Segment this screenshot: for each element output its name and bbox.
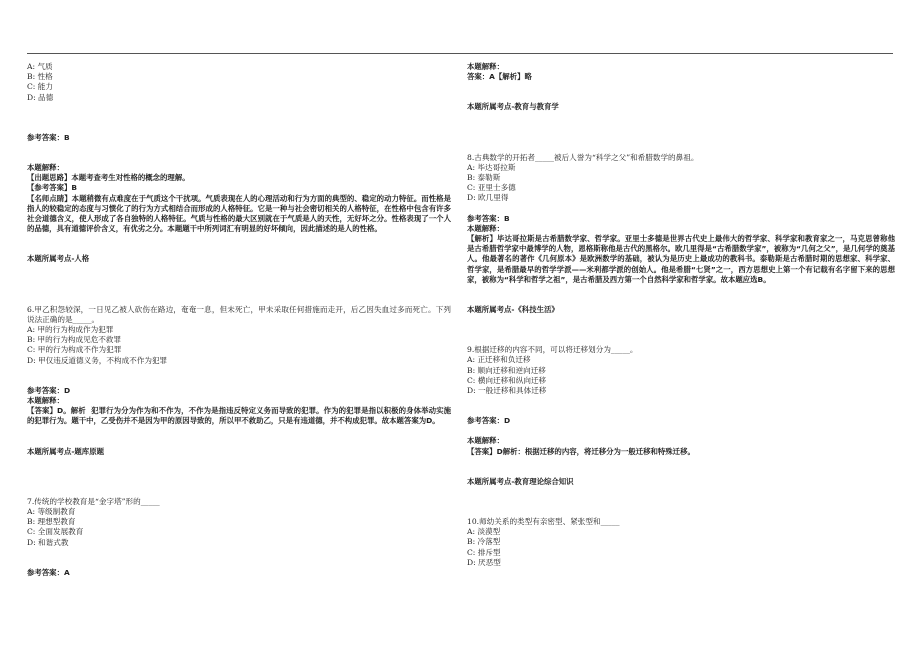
option-a: A: 正迁移和负迁移: [467, 355, 531, 365]
q9-category: 本题所属考点-教育理论综合知识: [467, 476, 574, 486]
q5-explain-answer: 【参考答案】B: [27, 183, 77, 193]
right-column: [467, 62, 895, 568]
option-a: A: 淡漠型: [467, 527, 501, 537]
left-column: [27, 62, 451, 578]
header-rule: [27, 53, 893, 54]
q6-explain: 【答案】D。解析 犯罪行为分为作为和不作为，不作为是指违反特定义务而导致的犯罪。作为的犯罪是指以积极的身体举动实施的犯罪行为。题干中，乙受伤并不是因为甲的原因导致的，所以甲不救助乙，只是有违道德，并不构成犯罪。故本题答案为D。: [27, 406, 451, 426]
q5-answer: 参考答案：B: [27, 132, 70, 142]
option-c: C: 甲的行为构成不作为犯罪: [27, 345, 122, 355]
option-c: C: 横向迁移和纵向迁移: [467, 375, 547, 385]
option-a: A: 等级制教育: [27, 507, 76, 517]
option-d: D: 品德: [27, 92, 54, 102]
option-d: D: 和谐式教: [27, 537, 69, 547]
q8-explain: 【解析】毕达哥拉斯是古希腊数学家、哲学家。亚里士多德是世界古代史上最伟大的哲学家、科学家和教育家之一，马克思曾称他是古希腊哲学家中最博学的人物，恩格斯称他是古代的黑格尔。欧几里得是“古希腊数学家”，被称为“几何之父”，是几何学的奠基人。他最著名的著作《几何原本》是欧洲数学的基础，被认为是历史上最成功的教科书。泰勒斯是古希腊时期的思想家、科学家、哲学家，是希腊最早的哲学学派——米利都学派的创始人。他是希腊“七贤”之一，西方思想史上第一个有记载有名字留下来的思想家，被称为“科学和哲学之祖”，是古希腊及西方第一个自然科学家和哲学家。故本题应选B。: [467, 234, 895, 284]
option-d: D: 厌恶型: [467, 557, 501, 567]
q7-explain: 答案：A【解析】略: [467, 72, 532, 82]
q7-stem: 7.传统的学校教育是“金字塔”形的_____: [27, 496, 160, 506]
q9-explain: 【答案】D解析：根据迁移的内容，将迁移分为一般迁移和特殊迁移。: [467, 446, 695, 456]
option-b: B: 泰勒斯: [467, 173, 501, 183]
q9-answer: 参考答案：D: [467, 416, 511, 426]
q8-options: [467, 163, 895, 204]
option-b: B: 性格: [27, 72, 53, 82]
q8-stem: 8.古典数学的开拓者_____被后人誉为“科学之父”和希腊数学的鼻祖。: [467, 152, 699, 162]
q8-category: 本题所属考点-《科技生活》: [467, 305, 559, 315]
q8-answer: 参考答案：B: [467, 213, 510, 223]
q6-answer: 参考答案：D: [27, 385, 71, 395]
option-d: D: 欧几里得: [467, 193, 509, 203]
q5-options: [27, 62, 451, 103]
q9-explain-title: 本题解释：: [467, 436, 504, 446]
option-b: B: 冷落型: [467, 537, 501, 547]
option-b: B: 顺向迁移和逆向迁移: [467, 365, 546, 375]
q8-explain-title: 本题解释：: [467, 223, 504, 233]
option-b: B: 理想型教育: [27, 517, 76, 527]
q10-stem: 10.师幼关系的类型有亲密型、紧张型和_____: [467, 517, 620, 527]
option-c: C: 能力: [27, 82, 53, 92]
q7-options: [27, 507, 451, 548]
option-a: A: 毕达哥拉斯: [467, 162, 516, 172]
q6-explain-title: 本题解释：: [27, 396, 64, 406]
option-d: D: 一般迁移和具体迁移: [467, 386, 547, 396]
option-d: D: 甲仅违反道德义务，不构成不作为犯罪: [27, 355, 168, 365]
q6-options: [27, 325, 451, 366]
q7-category: 本题所属考点-教育与教育学: [467, 102, 559, 112]
q6-category: 本题所属考点-题库原题: [27, 446, 104, 456]
q9-stem: 9.根据迁移的内容不同，可以将迁移划分为_____。: [467, 345, 638, 355]
option-a: A: 气质: [27, 62, 53, 71]
q9-options: [467, 355, 895, 396]
option-a: A: 甲的行为构成作为犯罪: [27, 325, 114, 335]
q5-explain-idea: 【出题思路】本题考查考生对性格的概念的理解。: [27, 173, 190, 183]
option-c: C: 排斥型: [467, 547, 501, 557]
option-b: B: 甲的行为构成见危不救罪: [27, 335, 122, 345]
q5-explain-tip: 【名师点睛】本题稍微有点难度在于气质这个干扰项。气质表现在人的心理活动和行为方面的典型的、稳定的动力特征。而性格是指人的较稳定的态度与习惯化了的行为方式相结合而形成的人格特征。它是一种与社会密切相关的人格特征，在性格中包含有许多社会道德含义，使人形成了各自独特的人格特征。气质与性格的最大区别就在于气质是人的天性，无好坏之分。性格表现了一个人的品德，具有道德评价含义，有优劣之分。本题题干中所列词汇有明显的好坏倾向，因此描述的是人的性格。: [27, 193, 451, 234]
q6-stem: 6.甲乙积怨较深，一日见乙被人砍伤在路边，奄奄一息，但未死亡，甲未采取任何措施而走开，后乙因失血过多而死亡。下列说法正确的是_____。: [27, 304, 451, 324]
q7-answer: 参考答案：A: [27, 567, 70, 577]
q10-options: [467, 527, 895, 568]
option-c: C: 亚里士多德: [467, 183, 516, 193]
q5-explain-title: 本题解释：: [27, 163, 64, 173]
q7-explain-title: 本题解释：: [467, 62, 504, 71]
q5-category: 本题所属考点-人格: [27, 254, 90, 264]
option-c: C: 全面发展教育: [27, 527, 84, 537]
